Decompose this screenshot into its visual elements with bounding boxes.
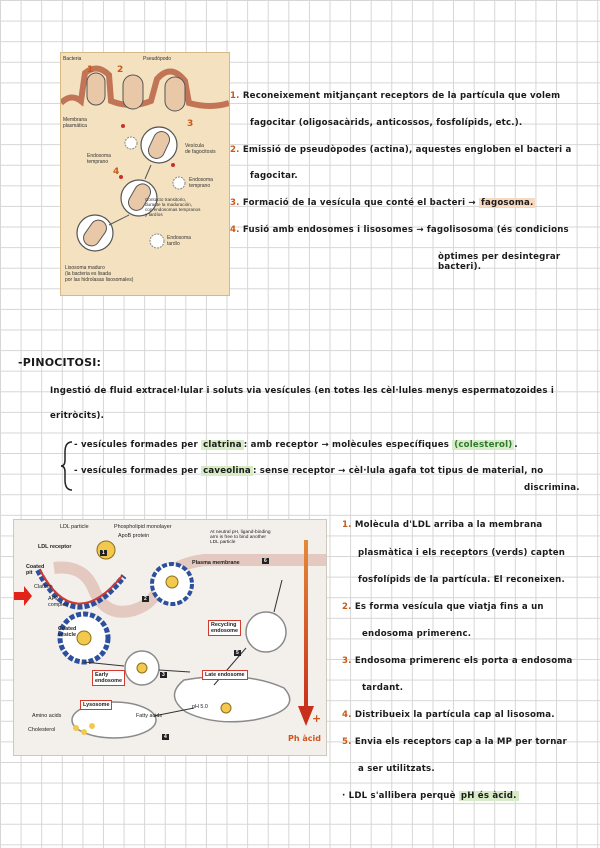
pinocytosis-bullet-1 [74, 440, 518, 450]
ldl-note-prefix: · LDL s'allibera perquè [342, 791, 456, 801]
ldl-step-5 [342, 737, 567, 747]
label-coated-pit: Coated pit [26, 564, 45, 576]
phago-step-3-num: 3. [230, 198, 240, 208]
ldl-step-3-num: 3. [342, 656, 352, 666]
bullet1-cholesterol: (colesterol) [454, 440, 513, 450]
phago-step-1-num: 1. [230, 91, 240, 101]
phago-step-2 [230, 145, 571, 155]
ldl-step-3-line2: tardant. [362, 683, 404, 693]
phago-step-2-text-a: Emissió de pseudòpodes (actina), aquestes engloben el bacteri a [242, 145, 572, 155]
ldl-step-2-line2: endosoma primerenc. [362, 629, 472, 639]
pinocytosis-bullet-2-cont: discrimina. [524, 483, 580, 493]
phago-step-3-highlight: fagosoma. [481, 198, 534, 208]
phago-step-4 [230, 225, 569, 235]
label-cholesterol: Cholesterol [28, 727, 56, 733]
ldl-step-1 [342, 520, 542, 530]
label-phospholipid: Phospholipid monolayer [114, 524, 172, 530]
phago-step-4-text-b: òptimes per desintegrar bacteri). [438, 252, 561, 272]
label-vesicle: Vesícula de fagocitosis [185, 143, 216, 155]
label-plasma-membrane: Plasma membrane [192, 560, 240, 566]
ldl-step-5-line1: Envia els receptors cap a la MP per tornar [354, 737, 567, 747]
ldl-step-tag-3: 3 [162, 672, 165, 678]
ldl-note [342, 791, 519, 801]
phagocytosis-illustration [61, 53, 229, 295]
step-marker-3: 3 [187, 119, 194, 129]
label-early-endosome-left: Endosoma temprano [87, 153, 111, 165]
phago-step-1-text-a: Reconeixement mitjançant receptors de la partícula que volem [242, 91, 561, 101]
phago-step-3 [230, 198, 535, 208]
phago-step-3-text-a: Formació de la vesícula que conté el bacteri → [242, 198, 476, 208]
ldl-step-tag-1: 1 [102, 550, 105, 556]
curly-brace [60, 440, 74, 492]
ldl-step-3-line1: Endosoma primerenc els porta a endosoma [354, 656, 573, 666]
ldl-step-1-line3: fosfolípids de la partícula. El reconeixen. [358, 575, 565, 585]
phago-step-4-num: 4. [230, 225, 240, 235]
label-early-endosome-right: Endosoma temprano [189, 177, 213, 189]
label-clathrin: Clathrin [34, 584, 53, 590]
ldl-step-4 [342, 710, 555, 720]
ldl-step-4-num: 4. [342, 710, 352, 720]
ldl-step-3 [342, 656, 573, 666]
label-apob: ApoB protein [118, 533, 150, 539]
label-lysosome: Lysosome [80, 700, 112, 710]
bullet2-prefix: - vesícules formades per [74, 466, 198, 476]
pinocytosis-intro-b: eritròcits). [50, 411, 105, 421]
ldl-step-tag-4: 4 [164, 734, 167, 740]
label-late-endosome: Endosoma tardío [167, 235, 191, 247]
phago-step-1-cont [250, 118, 522, 128]
ldl-step-2-line1: Es forma vesícula que viatja fins a un [354, 602, 544, 612]
phagocytosis-figure [60, 52, 230, 296]
pinocytosis-title: -PINOCITOSI: [18, 356, 102, 369]
label-late-endosome: Late endosome [202, 670, 248, 680]
ldl-step-tag-5: 5 [236, 650, 239, 656]
bullet2-caveolin: caveolina [203, 466, 251, 476]
ldl-step-1-line1: Molècula d'LDL arriba a la membrana [354, 520, 543, 530]
bullet1-prefix: - vesícules formades per [74, 440, 198, 450]
label-fatty-acids: Fatty acids [136, 713, 163, 719]
phago-step-2-num: 2. [230, 145, 240, 155]
phago-step-4-cont [438, 252, 600, 272]
ldl-step-tag-2: 2 [144, 596, 147, 602]
label-ldl-receptor: LDL receptor [38, 544, 72, 550]
label-transitory-contact: Contacto transitorio, durante la maduración, con endosomas tempranos y tardíos [145, 197, 201, 217]
bullet2-rest: : sense receptor → cèl·lula agafa tot tipus de material, no [252, 466, 544, 476]
phago-step-2-text-b: fagocitar. [250, 171, 298, 181]
ldl-note-highlight: pH és àcid. [460, 791, 517, 801]
ldl-step-2-num: 2. [342, 602, 352, 612]
figure1-caption: Lisosoma maduro (la bacteria es lisada por las hidrolasas lisosomales) [65, 265, 134, 283]
ldl-step-4-line1: Distribueix la partícula cap al lisosoma. [354, 710, 555, 720]
label-ph5: pH 5.0 [192, 704, 208, 710]
ldl-step-5-line2: a ser utilitzats. [358, 764, 435, 774]
ldl-step-5-num: 5. [342, 737, 352, 747]
ldl-endocytosis-figure [13, 519, 327, 756]
bullet1-rest: : amb receptor → molècules específiques [243, 440, 450, 450]
ldl-step-2 [342, 602, 544, 612]
label-amino-acids: Amino acids [32, 713, 62, 719]
label-pseudopod: Pseudòpodo [143, 56, 172, 62]
label-bacteria: Bacteria [63, 56, 82, 62]
ldl-step-tag-6: 6 [264, 558, 267, 564]
label-ldl-particle: LDL particle [60, 524, 89, 530]
ph-acid-arrow [296, 540, 316, 730]
ldl-step-1-line2: plasmàtica i els receptors (verds) capten [358, 548, 566, 558]
label-recycling-endosome: Recycling endosome [208, 620, 241, 636]
label-neutral-ph: At neutral pH, ligand-binding arm is free to bind another LDL particle [210, 530, 271, 545]
label-early-endosome: Early endosome [92, 670, 125, 686]
phago-step-1-text-b: fagocitar (oligosacàrids, anticossos, fosfolípids, etc.). [250, 118, 523, 128]
phago-step-1 [230, 91, 560, 101]
pinocytosis-intro-a: Ingestió de fluid extracel·lular i soluts via vesícules (en totes les cèl·lules menys espermatozoides i [50, 386, 554, 396]
step-marker-2: 2 [117, 65, 124, 75]
label-coated-vesicle: Coated vesicle [58, 626, 77, 638]
step-marker-4: 4 [113, 167, 120, 177]
phago-step-4-text-a: Fusió amb endosomes i lisosomes → fagolisosoma (és condicions [242, 225, 569, 235]
bullet1-clathrin: clatrina [203, 440, 242, 450]
ldl-step-1-num: 1. [342, 520, 352, 530]
phago-step-2-cont [250, 171, 298, 181]
pinocytosis-bullet-2 [74, 466, 543, 476]
plus-sign: + [312, 712, 322, 725]
label-membrane: Membrana plasmática [63, 117, 87, 129]
step-marker-1: 1 [87, 65, 94, 75]
ph-acid-label: Ph àcid [288, 734, 321, 743]
bullet1-end: . [514, 440, 518, 450]
label-ap2: AP2 complex [48, 596, 69, 608]
